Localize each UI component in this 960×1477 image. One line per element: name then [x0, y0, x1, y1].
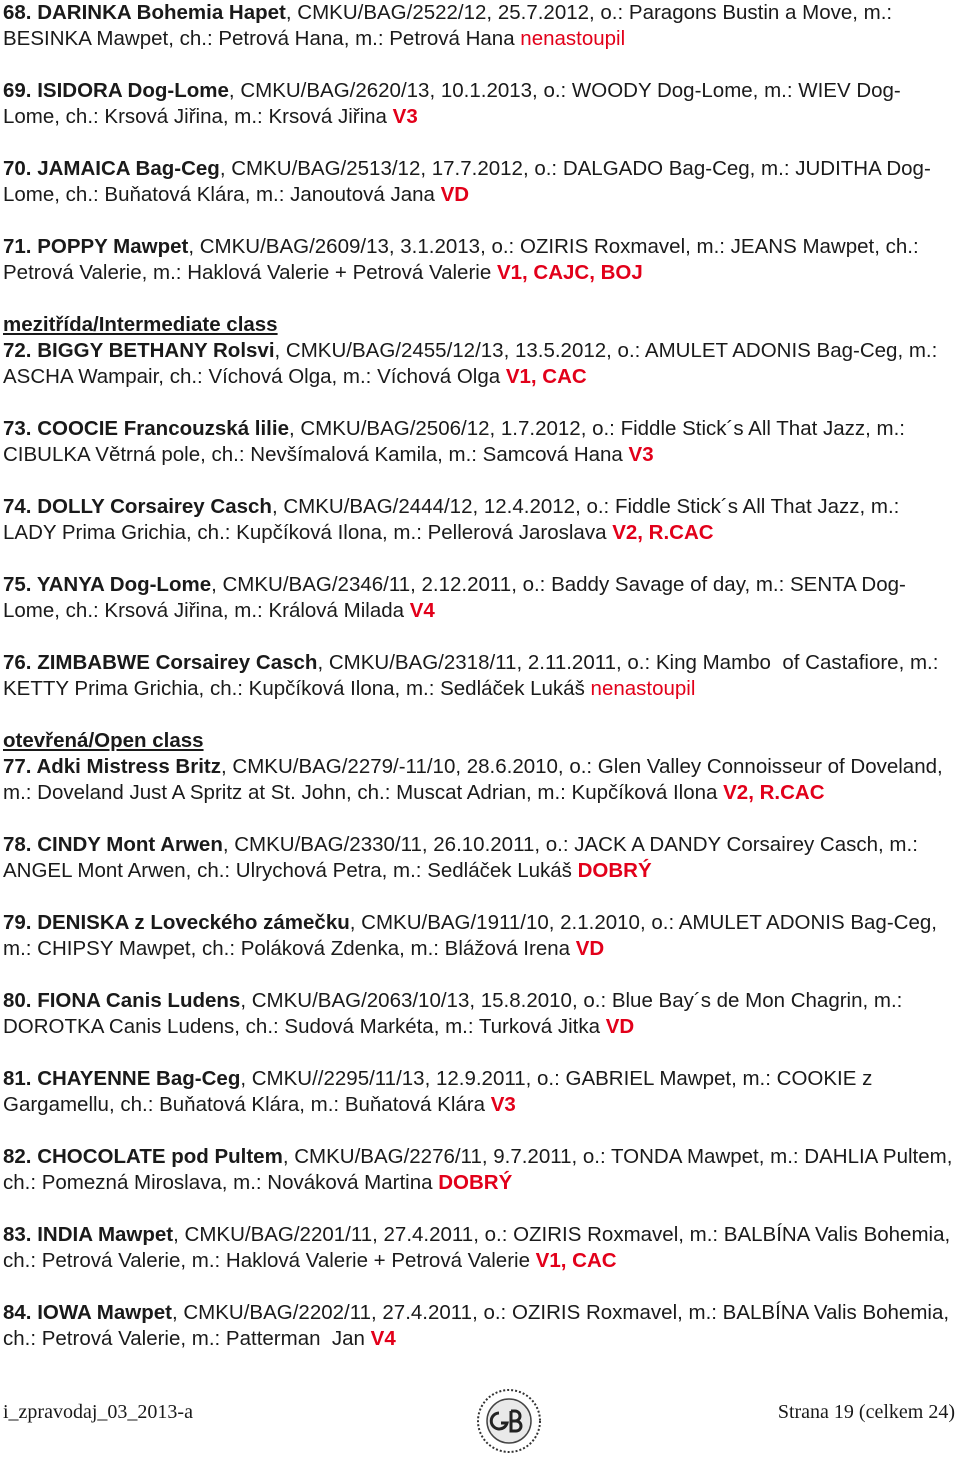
entry-details: , CMKU/BAG/2276/11, 9.7.2011, o.: TONDA Mawpet, m.: DAHLIA Pultem, ch.: Pomezná Miroslava, m.: Nováková Martina	[3, 1145, 959, 1194]
dog-name: CHOCOLATE pod Pultem	[37, 1145, 283, 1168]
dog-name: DOLLY Corsairey Casch	[37, 495, 272, 518]
dog-name: BIGGY BETHANY Rolsvi	[37, 339, 275, 362]
entry-number: 72.	[3, 339, 38, 362]
entry-result: V1, CAJC, BOJ	[496, 261, 643, 284]
entry-83	[3, 1222, 955, 1274]
entry-result: V3	[628, 443, 654, 466]
entry-details: , CMKU/BAG/2202/11, 27.4.2011, o.: OZIRIS Roxmavel, m.: BALBÍNA Valis Bohemia, ch.: Petrová Valerie, m.: Patterman Jan	[3, 1301, 955, 1350]
dog-name: ISIDORA Dog-Lome	[37, 79, 229, 102]
entry-result: nenastoupil	[590, 677, 696, 700]
entry-78	[3, 832, 955, 884]
entry-number: 79.	[3, 911, 38, 934]
entry-result: DOBRÝ	[577, 859, 652, 882]
entry-number: 81.	[3, 1067, 38, 1090]
dog-name: COOCIE Francouzská lilie	[37, 417, 289, 440]
footer-document-id: i_zpravodaj_03_2013-a	[3, 1401, 193, 1423]
dog-name: CHAYENNE Bag-Ceg	[37, 1067, 241, 1090]
document-body	[3, 0, 959, 1352]
entry-76	[3, 650, 955, 702]
dog-name: DARINKA Bohemia Hapet	[37, 1, 286, 24]
dog-name: JAMAICA Bag-Ceg	[37, 157, 220, 180]
entry-72	[3, 338, 955, 390]
class-heading-intermediate: mezitřída/Intermediate class	[3, 313, 278, 336]
page-number: Strana 19 (celkem 24)	[777, 1401, 955, 1423]
entry-number: 68.	[3, 1, 38, 24]
entry-details: , CMKU/BAG/2330/11, 26.10.2011, o.: JACK A DANDY Corsairey Casch, m.: ANGEL Mont Arwen, ch.: Ulrychová Petra, m.: Sedláček Lukáš	[3, 833, 923, 882]
entry-number: 77.	[3, 755, 37, 778]
entry-69	[3, 78, 955, 130]
entry-details: , CMKU/BAG/2506/12, 1.7.2012, o.: Fiddle Stick´s All That Jazz, m.: CIBULKA Větrná pole, ch.: Nevšímalová Kamila, m.: Samcová Hana	[3, 417, 911, 466]
dog-name: DENISKA z Loveckého zámečku	[37, 911, 350, 934]
entry-68	[3, 0, 955, 52]
entry-result: V2, R.CAC	[612, 521, 714, 544]
page-footer	[3, 1387, 955, 1447]
entry-details: , CMKU/BAG/1911/10, 2.1.2010, o.: AMULET ADONIS Bag-Ceg, m.: CHIPSY Mawpet, ch.: Poláková Zdenka, m.: Blážová Irena	[3, 911, 943, 960]
entry-84	[3, 1300, 955, 1352]
entry-number: 82.	[3, 1145, 38, 1168]
entry-details: , CMKU/BAG/2455/12/13, 13.5.2012, o.: AMULET ADONIS Bag-Ceg, m.: ASCHA Wampair, ch.: Víchová Olga, m.: Víchová Olga	[3, 339, 942, 388]
entry-result: VD	[575, 937, 605, 960]
entry-result: V4	[370, 1327, 396, 1350]
entry-details: , CMKU//2295/11/13, 12.9.2011, o.: GABRIEL Mawpet, m.: COOKIE z Gargamellu, ch.: Buňatová Klára, m.: Buňatová Klára	[3, 1067, 879, 1116]
dog-name: CINDY Mont Arwen	[37, 833, 223, 856]
entry-result: V4	[409, 599, 435, 622]
entry-number: 80.	[3, 989, 38, 1012]
entry-number: 71.	[3, 235, 38, 258]
entry-number: 76.	[3, 651, 38, 674]
entry-result: VD	[605, 1015, 635, 1038]
entry-result: nenastoupil	[520, 27, 626, 50]
dog-name: INDIA Mawpet	[37, 1223, 174, 1246]
entry-70	[3, 156, 955, 208]
entry-result: VD	[440, 183, 470, 206]
entry-74	[3, 494, 955, 546]
dog-name: IOWA Mawpet	[37, 1301, 172, 1324]
entry-details: , CMKU/BAG/2620/13, 10.1.2013, o.: WOODY Dog-Lome, m.: WIEV Dog-Lome, ch.: Krsová Jiřina, m.: Krsová Jiřina	[3, 79, 901, 128]
entry-77	[3, 754, 955, 806]
dog-name: FIONA Canis Ludens	[37, 989, 241, 1012]
entry-result: DOBRÝ	[438, 1171, 513, 1194]
entry-number: 78.	[3, 833, 38, 856]
entry-80	[3, 988, 955, 1040]
entry-result: V3	[490, 1093, 516, 1116]
entry-number: 73.	[3, 417, 38, 440]
entry-71	[3, 234, 955, 286]
entry-number: 74.	[3, 495, 38, 518]
club-logo-icon	[475, 1387, 543, 1455]
entry-details: , CMKU/BAG/2444/12, 12.4.2012, o.: Fiddle Stick´s All That Jazz, m.: LADY Prima Grichia, ch.: Kupčíková Ilona, m.: Pellerová Jaroslava	[3, 495, 906, 544]
entry-details: , CMKU/BAG/2063/10/13, 15.8.2010, o.: Blue Bay´s de Mon Chagrin, m.: DOROTKA Canis Ludens, ch.: Sudová Markéta, m.: Turková Jitka	[3, 989, 909, 1038]
class-heading-open: otevřená/Open class	[3, 729, 204, 752]
entry-number: 75.	[3, 573, 37, 596]
entry-details: , CMKU/BAG/2346/11, 2.12.2011, o.: Baddy Savage of day, m.: SENTA Dog-Lome, ch.: Krsová Jiřina, m.: Králová Milada	[3, 573, 906, 622]
entry-result: V2, R.CAC	[723, 781, 825, 804]
entry-75	[3, 572, 955, 624]
entry-details: , CMKU/BAG/2513/12, 17.7.2012, o.: DALGADO Bag-Ceg, m.: JUDITHA Dog-Lome, ch.: Buňatová Klára, m.: Janoutová Jana	[3, 157, 931, 206]
entry-result: V1, CAC	[535, 1249, 617, 1272]
entry-result: V3	[392, 105, 418, 128]
entry-result: V1, CAC	[505, 365, 587, 388]
dog-name: ZIMBABWE Corsairey Casch	[37, 651, 318, 674]
entry-79	[3, 910, 955, 962]
entry-details: , CMKU/BAG/2318/11, 2.11.2011, o.: King Mambo of Castafiore, m.: KETTY Prima Grichia, ch.: Kupčíková Ilona, m.: Sedláček Lukáš	[3, 651, 945, 700]
entry-details: , CMKU/BAG/2609/13, 3.1.2013, o.: OZIRIS Roxmavel, m.: JEANS Mawpet, ch.: Petrová Valerie, m.: Haklová Valerie + Petrová Valerie	[3, 235, 925, 284]
dog-name: POPPY Mawpet	[37, 235, 189, 258]
entry-number: 69.	[3, 79, 38, 102]
entry-number: 83.	[3, 1223, 38, 1246]
entry-details: , CMKU/BAG/2279/-11/10, 28.6.2010, o.: Glen Valley Connoisseur of Doveland, m.: Doveland Just A Spritz at St. John, ch.: Muscat Adrian, m.: Kupčíková Ilona	[3, 755, 949, 804]
entry-73	[3, 416, 955, 468]
entry-number: 70.	[3, 157, 38, 180]
dog-name: YANYA Dog-Lome	[36, 573, 212, 596]
entry-number: 84.	[3, 1301, 38, 1324]
entry-81	[3, 1066, 955, 1118]
dog-name: Adki Mistress Britz	[36, 755, 221, 778]
entry-82	[3, 1144, 959, 1196]
entry-details: , CMKU/BAG/2522/12, 25.7.2012, o.: Paragons Bustin a Move, m.: BESINKA Mawpet, ch.: Petrová Hana, m.: Petrová Hana	[3, 1, 898, 50]
entry-details: , CMKU/BAG/2201/11, 27.4.2011, o.: OZIRIS Roxmavel, m.: BALBÍNA Valis Bohemia, ch.: Petrová Valerie, m.: Haklová Valerie + Petrová Valerie	[3, 1223, 956, 1272]
